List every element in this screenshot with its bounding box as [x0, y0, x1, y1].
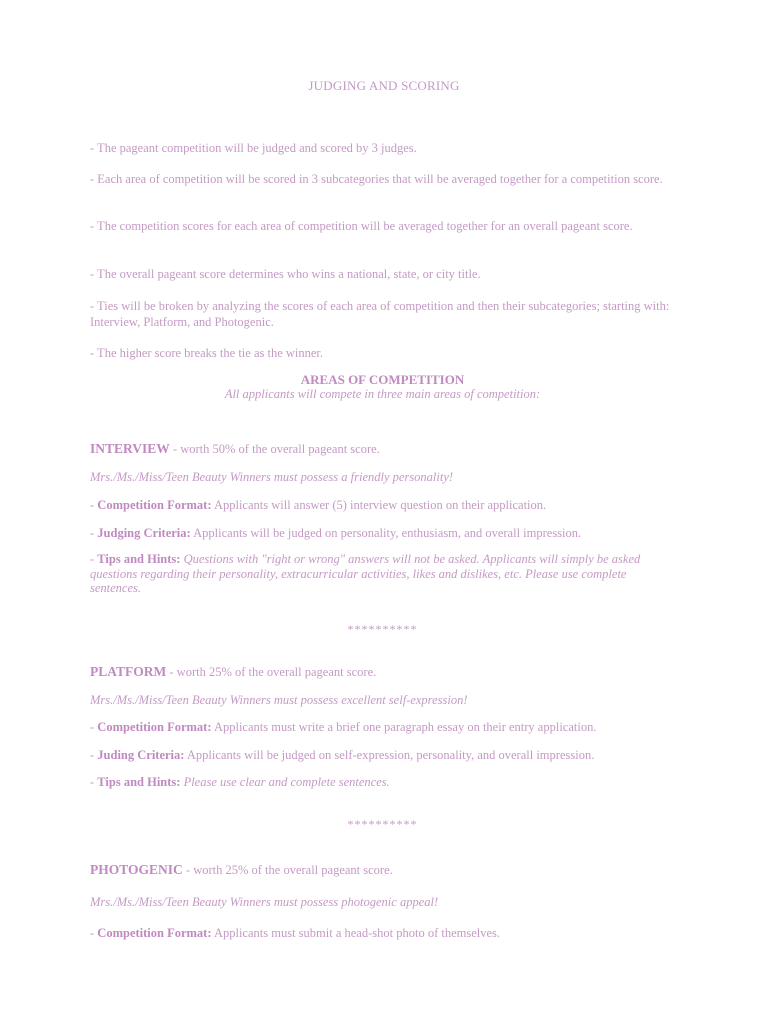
- interview-header: [90, 441, 670, 457]
- interview-tagline: Mrs./Ms./Miss/Teen Beauty Winners must possess a friendly personality!: [90, 470, 454, 484]
- dash: -: [90, 526, 98, 540]
- interview-tips: [90, 552, 670, 596]
- rule-higher-score: - The higher score breaks the tie as the winner.: [90, 346, 324, 360]
- interview-criteria-label: Judging Criteria:: [97, 526, 191, 540]
- platform-tagline: Mrs./Ms./Miss/Teen Beauty Winners must possess excellent self-expression!: [90, 693, 468, 707]
- interview-tips-text: Questions with "right or wrong" answers will not be asked. Applicants will simply be asked questions regarding their personality, extracurricular activities, likes and dislikes, etc. Please use complete sentences.: [90, 552, 641, 595]
- interview-format-text: Applicants will answer (5) interview question on their application.: [211, 498, 547, 512]
- rule-ties: - Ties will be broken by analyzing the scores of each area of competition and then their subcategories; starting with: Interview, Platform, and Photogenic.: [90, 299, 670, 329]
- interview-criteria-text: Applicants will be judged on personality, enthusiasm, and overall impression.: [190, 526, 582, 540]
- separator-1: **********: [347, 622, 418, 636]
- platform-tips: [90, 774, 670, 790]
- platform-criteria: [90, 747, 670, 763]
- dash: -: [90, 748, 98, 762]
- photogenic-worth: - worth 25% of the overall pageant score.: [182, 863, 393, 877]
- photogenic-format-text: Applicants must submit a head-shot photo of themselves.: [211, 926, 501, 940]
- dash: -: [90, 498, 98, 512]
- rule-overall-score: - The overall pageant score determines who wins a national, state, or city title.: [90, 267, 481, 281]
- rule-subcategories: - Each area of competition will be scored in 3 subcategories that will be averaged together for a competition score.: [90, 172, 663, 186]
- platform-tips-label: Tips and Hints:: [97, 775, 181, 789]
- platform-criteria-label: Juding Criteria:: [97, 748, 185, 762]
- dash: -: [90, 775, 98, 789]
- page-title: JUDGING AND SCORING: [308, 78, 460, 93]
- interview-format: [90, 497, 670, 513]
- areas-subheading: All applicants will compete in three main areas of competition:: [224, 387, 541, 401]
- platform-criteria-text: Applicants will be judged on self-expression, personality, and overall impression.: [184, 748, 595, 762]
- platform-worth: - worth 25% of the overall pageant score.: [166, 665, 377, 679]
- interview-tips-label: Tips and Hints:: [97, 552, 181, 566]
- platform-tips-text: Please use clear and complete sentences.: [180, 775, 390, 789]
- platform-format: [90, 719, 670, 735]
- platform-header: [90, 664, 670, 680]
- photogenic-format-label: Competition Format:: [97, 926, 212, 940]
- dash: -: [90, 926, 98, 940]
- rule-judges: - The pageant competition will be judged and scored by 3 judges.: [90, 141, 417, 155]
- interview-format-label: Competition Format:: [97, 498, 212, 512]
- photogenic-title: PHOTOGENIC: [90, 862, 183, 877]
- dash: -: [90, 552, 98, 566]
- separator-2: **********: [347, 817, 418, 831]
- platform-title: PLATFORM: [90, 664, 167, 679]
- rule-averaged: - The competition scores for each area of competition will be averaged together for an overall pageant score.: [90, 219, 633, 233]
- interview-worth: - worth 50% of the overall pageant score.: [169, 442, 380, 456]
- platform-format-text: Applicants must write a brief one paragraph essay on their entry application.: [211, 720, 597, 734]
- interview-title: INTERVIEW: [90, 441, 170, 456]
- areas-heading: AREAS OF COMPETITION: [300, 372, 465, 387]
- interview-criteria: [90, 525, 670, 541]
- photogenic-format: [90, 925, 670, 941]
- photogenic-header: [90, 862, 670, 878]
- photogenic-tagline: Mrs./Ms./Miss/Teen Beauty Winners must possess photogenic appeal!: [90, 895, 439, 909]
- platform-format-label: Competition Format:: [97, 720, 212, 734]
- dash: -: [90, 720, 98, 734]
